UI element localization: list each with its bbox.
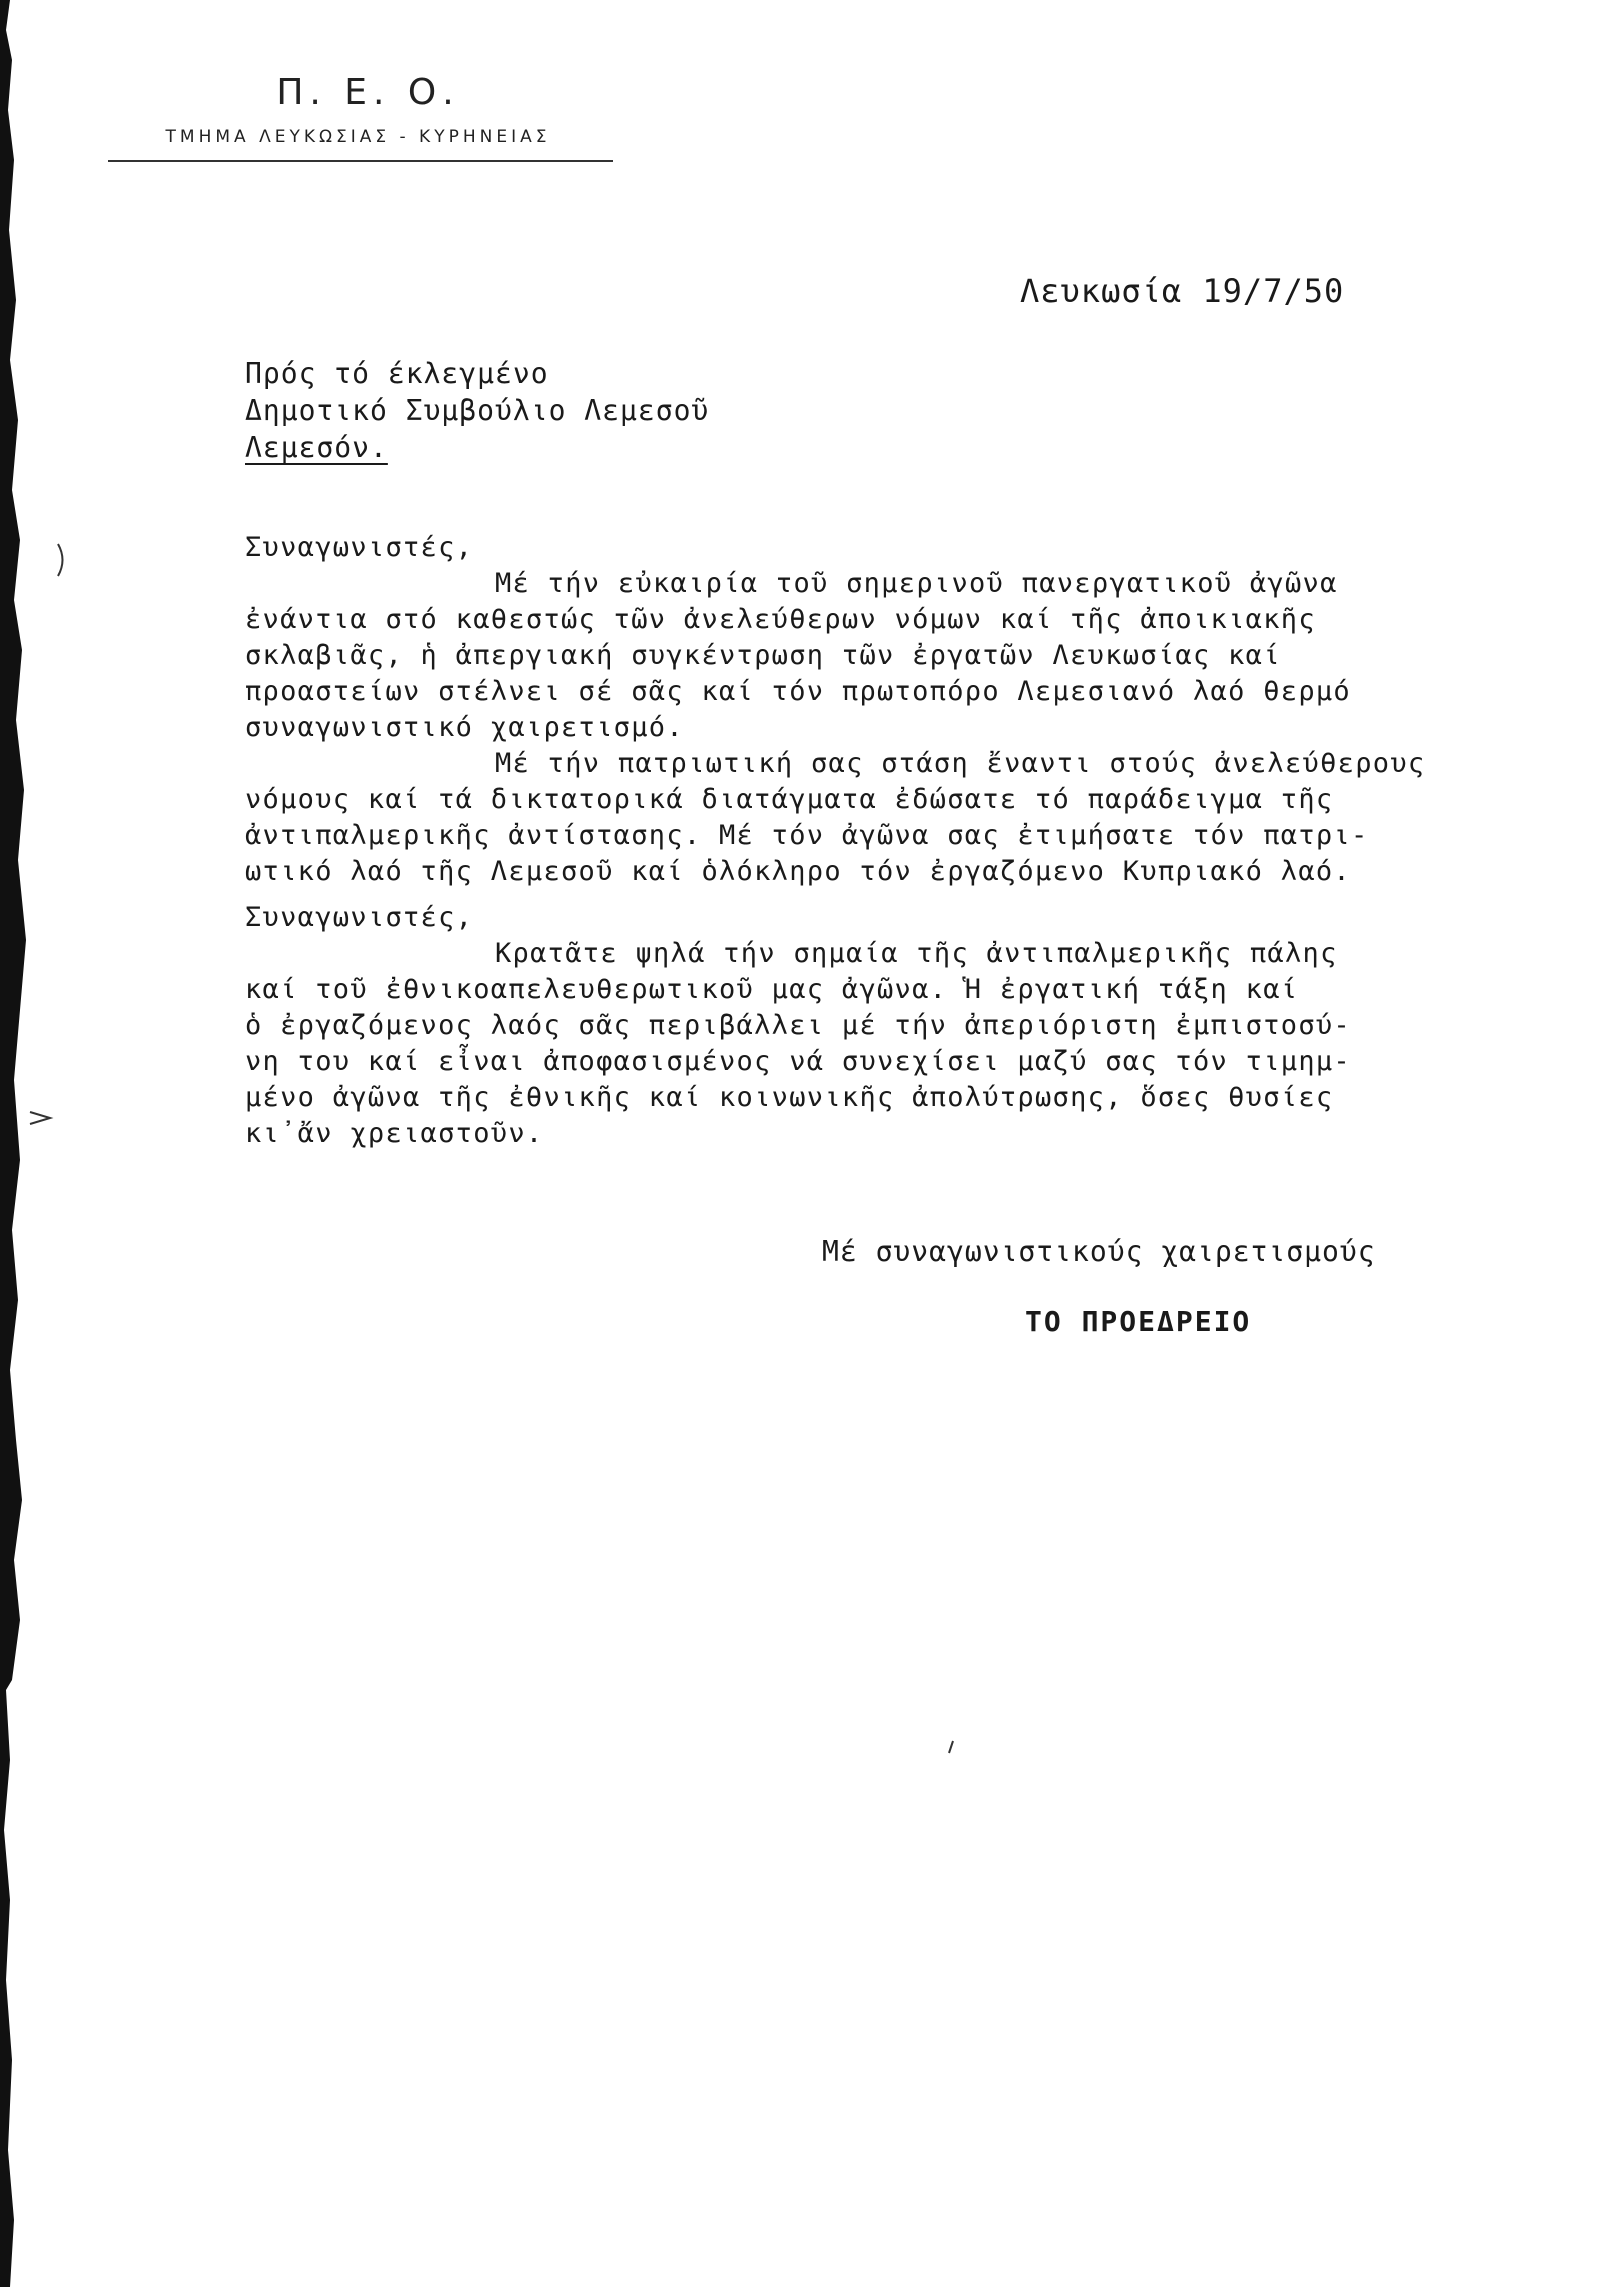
addressee-line-1: Πρός τό έκλεγμένο: [245, 357, 549, 390]
body-line: συναγωνιστικό χαιρετισμό.: [245, 712, 684, 743]
torn-left-edge: [0, 0, 40, 2287]
body-line: σκλαβιᾶς, ἡ ἀπεργιακή συγκέντρωση τῶν ἐργατῶν Λευκωσίας καί: [245, 640, 1281, 671]
body-line: ἀντιπαλμερικῆς ἀντίστασης. Μέ τόν ἀγῶνα σας ἐτιμήσατε τόν πατρι-: [245, 820, 1369, 851]
addressee-line-2: Δημοτικό Συμβούλιο Λεμεσοῦ: [245, 394, 710, 427]
body-line: κι᾽ἄν χρειαστοῦν.: [245, 1118, 544, 1149]
margin-mark: [28, 1108, 54, 1128]
closing-line: Μέ συναγωνιστικούς χαιρετισμούς: [822, 1235, 1376, 1268]
letterhead-rule: [108, 160, 613, 162]
stray-mark: [946, 1740, 956, 1754]
letterhead: [108, 72, 608, 147]
salutation: Συναγωνιστές,: [245, 532, 474, 563]
body-line: Μέ τήν εὐκαιρία τοῦ σημερινοῦ πανεργατικοῦ ἀγῶνα: [495, 568, 1338, 599]
letter-date: Λευκωσία 19/7/50: [1020, 272, 1345, 310]
margin-mark: [55, 540, 69, 580]
addressee-line-3: Λεμεσόν.: [245, 431, 388, 464]
body-line: Μέ τήν πατριωτική σας στάση ἔναντι στούς ἀνελεύθερους: [495, 748, 1426, 779]
branch-name: ΤΜΗΜΑ ΛΕΥΚΩΣΙΑΣ - ΚΥΡΗΝΕΙΑΣ: [165, 127, 551, 147]
organization-name: Π. Ε. Ο.: [276, 72, 460, 113]
signature: ΤΟ ΠΡΟΕΔΡΕΙΟ: [1025, 1305, 1252, 1338]
body-line: ωτικό λαό τῆς Λεμεσοῦ καί ὁλόκληρο τόν ἐργαζόμενο Κυπριακό λαό.: [245, 856, 1351, 887]
body-line: μένο ἀγῶνα τῆς ἐθνικῆς καί κοινωνικῆς ἀπολύτρωσης, ὅσες θυσίες: [245, 1082, 1334, 1113]
body-line: Κρατᾶτε ψηλά τήν σημαία τῆς ἀντιπαλμερικῆς πάλης: [495, 938, 1338, 969]
addressee-block: [245, 355, 709, 466]
body-line: ὁ ἐργαζόμενος λαός σᾶς περιβάλλει μέ τήν ἀπεριόριστη ἐμπιστοσύ-: [245, 1010, 1351, 1041]
letter-body: [245, 530, 1565, 1152]
body-line: ἐνάντια στό καθεστώς τῶν ἀνελεύθερων νόμων καί τῆς ἀποικιακῆς: [245, 604, 1316, 635]
body-line: καί τοῦ ἐθνικοαπελευθερωτικοῦ μας ἀγῶνα. Ἡ ἐργατική τάξη καί: [245, 974, 1299, 1005]
salutation: Συναγωνιστές,: [245, 902, 474, 933]
body-line: προαστείων στέλνει σέ σᾶς καί τόν πρωτοπόρο Λεμεσιανό λαό θερμό: [245, 676, 1351, 707]
body-line: νη του καί εἶναι ἀποφασισμένος νά συνεχίσει μαζύ σας τόν τιμημ-: [245, 1046, 1351, 1077]
body-line: νόμους καί τά δικτατορικά διατάγματα ἐδώσατε τό παράδειγμα τῆς: [245, 784, 1334, 815]
